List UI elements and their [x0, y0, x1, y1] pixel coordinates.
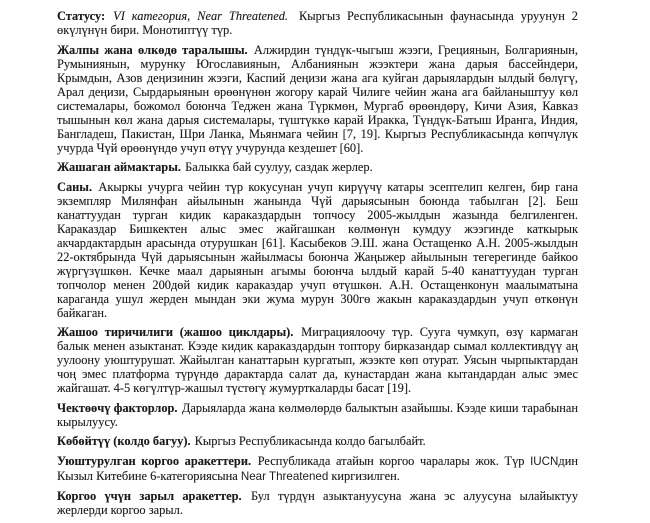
paragraph-population	[57, 180, 578, 320]
text-block	[57, 9, 578, 523]
iucn-abbreviation: IUCN	[530, 454, 559, 468]
biology-heading: Жашоо тиричилиги (жашоо циклдары).	[57, 325, 294, 339]
breeding-heading: Көбөйтүү (колдо багуу).	[57, 434, 191, 448]
protection-measures-body-2: дин Кызыл Китебине 6-категориясына	[57, 453, 578, 483]
habitat-body: Балыкка бай суулуу, саздак жерлер.	[185, 160, 373, 174]
paragraph-breeding	[57, 434, 578, 448]
paragraph-needed-measures	[57, 489, 578, 517]
paragraph-protection-measures	[57, 454, 578, 484]
protection-measures-heading: Уюштурулган коргоо аракеттери.	[57, 453, 252, 468]
status-category: VI категория, Near Threatened.	[113, 9, 289, 23]
status-heading: Статусу:	[57, 9, 106, 23]
population-body: Акыркы учурга чейин түр кокусунан учуп кирүүчү катары эсептелип келген, бир гана экземпляр Милянфан айылынын жанында Чүй дарыясынын боюнда табылган [2]. Беш канаттуудан турган кидик караказдардын топчосу 2005-жылдын жазында белгиленген. Караказдар Бишкектен алыс эмес жайгашкан көлмөнүн кумдуу жээгинде каткырык акчардактардын арасында отурушкан [61]. Касыбеков Э.Ш. жана Остащенко А.Н. 2005-жылдын 22-октябрында Чүй дарыясынын жайылмасы боюнча Жаңыжер айылынын тегерегинде байкоо жүргүзүшкөн. Кечке маал дарыянын агымы боюнча ылдый карай 5-40 канаттуудан турган топчолор менен 200дөй кидик караказдар учуп өтүшкөн. А.Н. Остащенконун маалыматына караганда ушул жерден мындан эки жума мурун 300гө жакын караказдардын учуп өткөнүн байкаган.	[57, 179, 578, 320]
paragraph-limiting-factors	[57, 401, 578, 429]
needed-measures-body: Бул түрдүн азыктануусуна жана эс алуусуна ылайыктуу жерлерди коргоо зарыл.	[57, 489, 579, 517]
paragraph-biology	[57, 325, 578, 395]
protection-measures-body-1: Республикада атайын коргоо чаралары жок. Түр	[257, 453, 531, 468]
population-heading: Саны.	[57, 179, 93, 194]
distribution-body: Алжирдин түндүк-чыгыш жээги, Грециянын, Болгариянын, Румыниянын, мурунку Югославиянын, Албаниянын жээктери жана дарыя бассейндери, Крымдын, Азов деңизинин жээги, Каспий деңизи жана ага куйган дарыялардын ылдый бөлүгү, Арал деңизи, Сырдарыянын өрөөнүнөн жогору карай Чилиге чейин жана ага байланыштуу көл системалары, божомол боюнча Теджен жана Түркмөн, Мургаб өрөөндөрү, Кичи Азия, Кавказ тышынын көл жана дарыя системалары, түштүккө карай Иракка, Түндүк-Батыш Иранга, Индия, Бангладеш, Пакистан, Шри Ланка, Мьянмага чейин [7, 19]. Кыргыз Республикасында көпчүлүк учурда Чүй өрөөнүндө учуп өтүү учурунда кездешет [60].	[57, 42, 578, 155]
status-body: Кыргыз Республикасынын фаунасында уруунун 2 өкүлүнүн бири. Монотиптүү түр.	[57, 9, 578, 37]
protection-measures-body-3: киргизилген.	[328, 468, 400, 483]
needed-measures-heading: Коргоо үчүн зарыл аракеттер.	[57, 489, 242, 503]
habitat-heading: Жашаган аймактары.	[57, 160, 181, 174]
distribution-heading: Жалпы жана өлкөдө таралышы.	[57, 42, 248, 57]
paragraph-distribution	[57, 43, 578, 155]
paragraph-status	[57, 9, 578, 37]
paragraph-habitat	[57, 160, 578, 174]
limiting-factors-body: Дарыяларда жана көлмөлөрдө балыктын азайышы. Кээде киши тарабынан кырылуусу.	[57, 400, 579, 429]
breeding-body: Кыргыз Республикасында колдо багылбайт.	[194, 434, 426, 448]
iucn-status-label: Near Threatened	[240, 469, 329, 483]
biology-body: Миграциялоочу түр. Сууга чумкуп, өзү кармаган балык менен азыктанат. Кээде кидик караказдардын топтору бирказандар сымал коллективдүү аң уулоону уюштурушат. Жайылган канаттарын кургатып, жээкте көп отурат. Уясын чырпыктардан чоң эмес платформа түрүндө дарактарда салат да, кунастардан жана кытандардан алыс эмес жайгашат. 4-5 көгүлтүр-жашыл түстөгү жумурткаларды басат [19].	[57, 325, 578, 395]
limiting-factors-heading: Чектөөчү факторлор.	[57, 400, 178, 415]
